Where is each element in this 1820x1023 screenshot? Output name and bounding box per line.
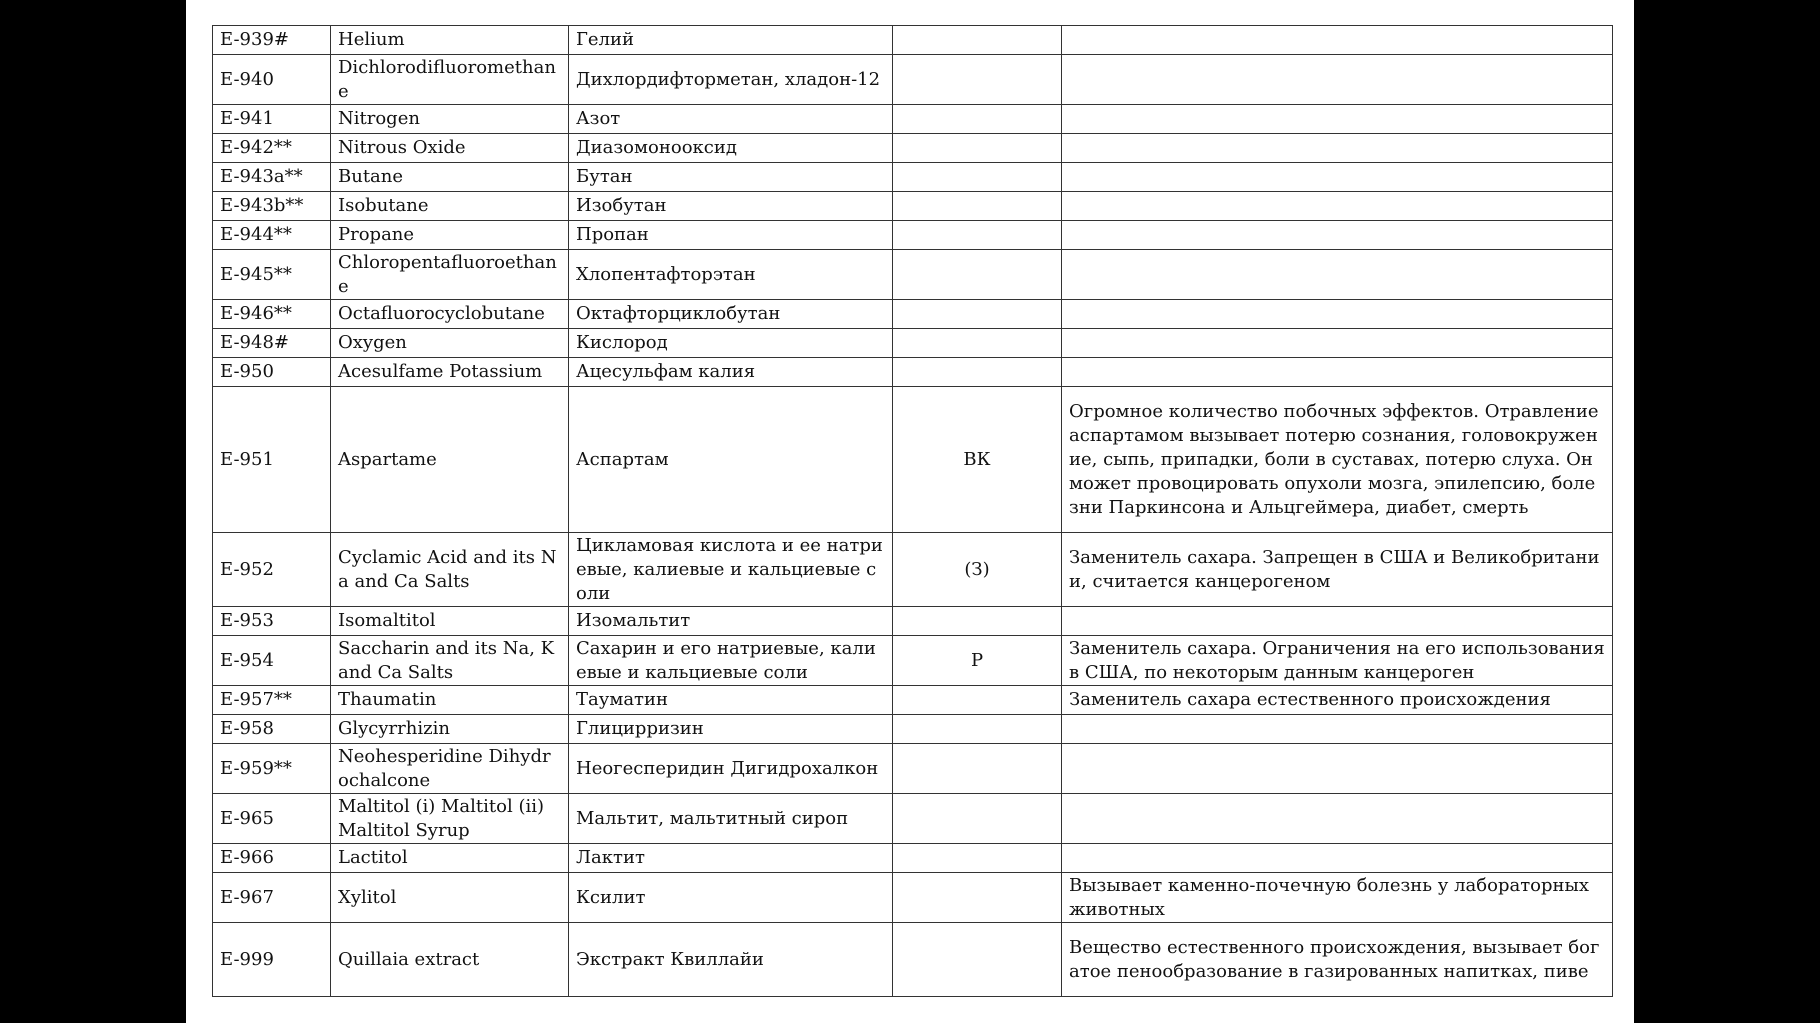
russian-name: Глицирризин (569, 715, 893, 744)
additive-code: E-957** (213, 686, 331, 715)
table-row (213, 221, 1613, 250)
english-name: Dichlorodifluoromethane (331, 55, 569, 105)
additive-code: E-951 (213, 387, 331, 533)
note: Заменитель сахара. Запрещен в США и Великобритании, считается канцерогеном (1062, 533, 1613, 607)
english-name: Octafluorocyclobutane (331, 300, 569, 329)
note: Огромное количество побочных эффектов. Отравление аспартамом вызывает потерю сознания, головокружение, сыпь, припадки, боли в суставах, потерю слуха. Он может провоцировать опухоли мозга, эпилепсию, болезни Паркинсона и Альцгеймера, диабет, смерть (1062, 387, 1613, 533)
hazard-mark (893, 607, 1062, 636)
additive-code: E-941 (213, 105, 331, 134)
russian-name: Аспартам (569, 387, 893, 533)
russian-name: Изобутан (569, 192, 893, 221)
hazard-mark (893, 329, 1062, 358)
russian-name: Тауматин (569, 686, 893, 715)
additive-code: E-943b** (213, 192, 331, 221)
english-name: Maltitol (i) Maltitol (ii) Maltitol Syrup (331, 794, 569, 844)
additive-code: E-939# (213, 26, 331, 55)
table-row (213, 794, 1613, 844)
table-body (213, 26, 1613, 997)
additive-code: E-953 (213, 607, 331, 636)
note: Вызывает каменно-почечную болезнь у лабораторных животных (1062, 873, 1613, 923)
note (1062, 163, 1613, 192)
hazard-mark (893, 744, 1062, 794)
hazard-mark (893, 358, 1062, 387)
note (1062, 329, 1613, 358)
note (1062, 192, 1613, 221)
additive-code: E-966 (213, 844, 331, 873)
table-row (213, 26, 1613, 55)
note (1062, 744, 1613, 794)
note (1062, 607, 1613, 636)
note (1062, 134, 1613, 163)
russian-name: Диазомонооксид (569, 134, 893, 163)
russian-name: Кислород (569, 329, 893, 358)
hazard-mark (893, 221, 1062, 250)
additives-table (212, 25, 1613, 997)
english-name: Xylitol (331, 873, 569, 923)
table-row (213, 715, 1613, 744)
table-row (213, 300, 1613, 329)
hazard-mark (893, 250, 1062, 300)
russian-name: Ацесульфам калия (569, 358, 893, 387)
english-name: Lactitol (331, 844, 569, 873)
russian-name: Мальтит, мальтитный сироп (569, 794, 893, 844)
hazard-mark (893, 715, 1062, 744)
additive-code: E-943a** (213, 163, 331, 192)
additive-code: E-946** (213, 300, 331, 329)
note (1062, 844, 1613, 873)
hazard-mark: ВК (893, 387, 1062, 533)
table-row (213, 55, 1613, 105)
hazard-mark (893, 134, 1062, 163)
russian-name: Хлопентафторэтан (569, 250, 893, 300)
note (1062, 105, 1613, 134)
note (1062, 300, 1613, 329)
english-name: Saccharin and its Na, K and Ca Salts (331, 636, 569, 686)
english-name: Helium (331, 26, 569, 55)
note (1062, 221, 1613, 250)
additive-code: E-965 (213, 794, 331, 844)
english-name: Thaumatin (331, 686, 569, 715)
table-row (213, 192, 1613, 221)
additive-code: E-945** (213, 250, 331, 300)
english-name: Oxygen (331, 329, 569, 358)
russian-name: Бутан (569, 163, 893, 192)
english-name: Isobutane (331, 192, 569, 221)
table-row (213, 923, 1613, 997)
english-name: Chloropentafluoroethane (331, 250, 569, 300)
hazard-mark: (З) (893, 533, 1062, 607)
russian-name: Гелий (569, 26, 893, 55)
english-name: Neohesperidine Dihydrochalcone (331, 744, 569, 794)
table-row (213, 873, 1613, 923)
hazard-mark (893, 794, 1062, 844)
additive-code: E-959** (213, 744, 331, 794)
russian-name: Экстракт Квиллайи (569, 923, 893, 997)
hazard-mark (893, 873, 1062, 923)
table-row (213, 844, 1613, 873)
hazard-mark (893, 686, 1062, 715)
table-row (213, 329, 1613, 358)
english-name: Cyclamic Acid and its Na and Ca Salts (331, 533, 569, 607)
note (1062, 26, 1613, 55)
hazard-mark (893, 55, 1062, 105)
english-name: Butane (331, 163, 569, 192)
english-name: Aspartame (331, 387, 569, 533)
russian-name: Азот (569, 105, 893, 134)
russian-name: Ксилит (569, 873, 893, 923)
russian-name: Пропан (569, 221, 893, 250)
additive-code: E-944** (213, 221, 331, 250)
table-row (213, 533, 1613, 607)
table-row (213, 250, 1613, 300)
russian-name: Цикламовая кислота и ее натриевые, калиевые и кальциевые соли (569, 533, 893, 607)
hazard-mark (893, 26, 1062, 55)
hazard-mark (893, 300, 1062, 329)
english-name: Isomaltitol (331, 607, 569, 636)
english-name: Propane (331, 221, 569, 250)
table-row (213, 607, 1613, 636)
additive-code: E-952 (213, 533, 331, 607)
note (1062, 55, 1613, 105)
russian-name: Лактит (569, 844, 893, 873)
hazard-mark (893, 844, 1062, 873)
additive-code: E-958 (213, 715, 331, 744)
table-row (213, 636, 1613, 686)
russian-name: Сахарин и его натриевые, калиевые и кальциевые соли (569, 636, 893, 686)
english-name: Acesulfame Potassium (331, 358, 569, 387)
table-row (213, 163, 1613, 192)
russian-name: Изомальтит (569, 607, 893, 636)
note: Заменитель сахара. Ограничения на его использования в США, по некоторым данным канцероген (1062, 636, 1613, 686)
additive-code: E-950 (213, 358, 331, 387)
note (1062, 715, 1613, 744)
hazard-mark (893, 923, 1062, 997)
hazard-mark (893, 105, 1062, 134)
note: Заменитель сахара естественного происхождения (1062, 686, 1613, 715)
additive-code: E-999 (213, 923, 331, 997)
russian-name: Октафторциклобутан (569, 300, 893, 329)
english-name: Glycyrrhizin (331, 715, 569, 744)
english-name: Quillaia extract (331, 923, 569, 997)
russian-name: Дихлордифторметан, хладон-12 (569, 55, 893, 105)
table-row (213, 134, 1613, 163)
additive-code: E-967 (213, 873, 331, 923)
additive-code: E-940 (213, 55, 331, 105)
table-row (213, 358, 1613, 387)
additive-code: E-942** (213, 134, 331, 163)
table-row (213, 387, 1613, 533)
english-name: Nitrous Oxide (331, 134, 569, 163)
table-row (213, 744, 1613, 794)
hazard-mark (893, 192, 1062, 221)
table-row (213, 105, 1613, 134)
note (1062, 358, 1613, 387)
note (1062, 250, 1613, 300)
table-row (213, 686, 1613, 715)
hazard-mark (893, 163, 1062, 192)
additive-code: E-948# (213, 329, 331, 358)
russian-name: Неогесперидин Дигидрохалкон (569, 744, 893, 794)
note (1062, 794, 1613, 844)
english-name: Nitrogen (331, 105, 569, 134)
additive-code: E-954 (213, 636, 331, 686)
note: Вещество естественного происхождения, вызывает богатое пенообразование в газированных напитках, пиве (1062, 923, 1613, 997)
document-page (186, 0, 1634, 1023)
hazard-mark: Р (893, 636, 1062, 686)
